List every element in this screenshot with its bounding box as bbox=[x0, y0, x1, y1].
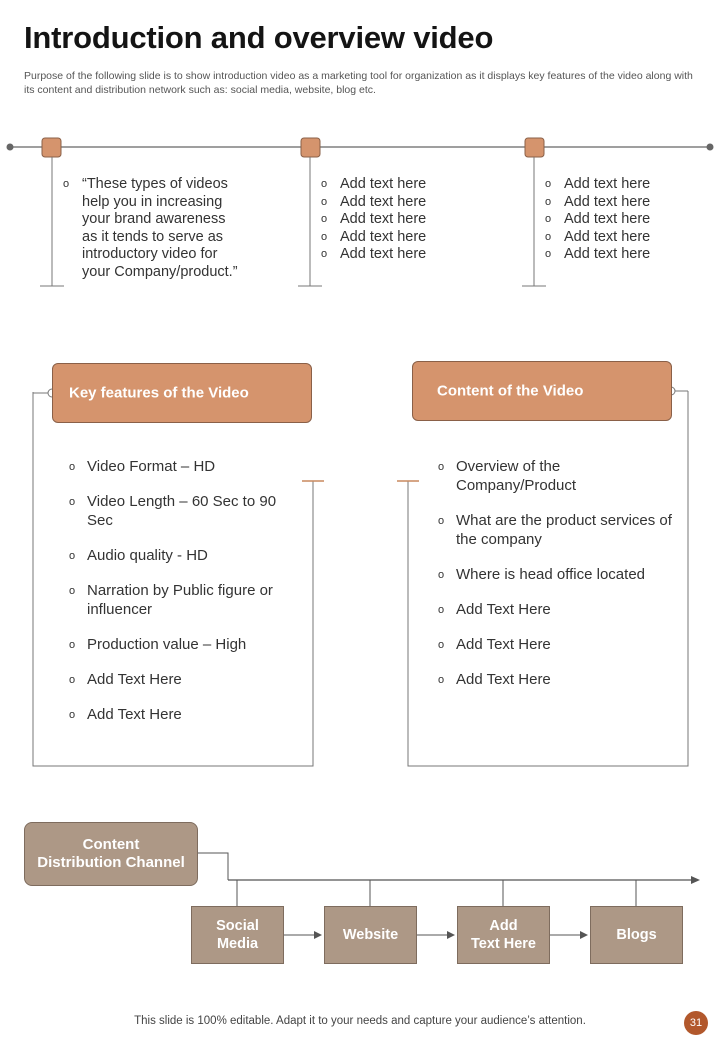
content-header: Content of the Video bbox=[412, 361, 672, 421]
list-item: o Add Text Here bbox=[438, 601, 551, 618]
list-item: o Add Text Here bbox=[69, 706, 182, 723]
list-item: o Production value – High bbox=[69, 636, 247, 653]
list-item-cont: your brand awareness bbox=[82, 211, 226, 228]
timeline-end-dot bbox=[707, 144, 714, 151]
timeline-marker-3 bbox=[525, 138, 544, 157]
list-item-cont: your Company/product.” bbox=[82, 263, 238, 280]
list-item: o Add text here bbox=[545, 211, 651, 228]
page-number-badge: 31 bbox=[684, 1011, 708, 1035]
list-item: o Video Length – 60 Sec to 90 Sec bbox=[69, 493, 277, 529]
channel-website: Website bbox=[324, 906, 417, 964]
list-item: o Add text here bbox=[321, 211, 427, 228]
key-features-header: Key features of the Video bbox=[52, 363, 312, 423]
list-item-cont: introductory video for bbox=[82, 246, 218, 263]
channel-add-text: Add Text Here bbox=[457, 906, 550, 964]
channel-blogs: Blogs bbox=[590, 906, 683, 964]
list-item: o Where is head office located bbox=[438, 566, 646, 583]
list-item: o Overview of the Company/Product bbox=[438, 458, 577, 494]
list-item-cont: as it tends to serve as bbox=[82, 228, 224, 245]
distribution-header: Content Distribution Channel bbox=[24, 822, 198, 886]
list-item: o Add Text Here bbox=[438, 671, 551, 688]
timeline-marker-1 bbox=[42, 138, 61, 157]
footer-note: This slide is 100% editable. Adapt it to your needs and capture your audience’s attention. bbox=[134, 1015, 586, 1027]
list-item: o Add text here bbox=[545, 246, 651, 263]
list-item: o Add text here bbox=[321, 176, 427, 192]
page-subtitle: Purpose of the following slide is to show introduction video as a marketing tool for organization as it displays key features of the video along with its content and distribution network such as: social media, website, blog etc. bbox=[24, 70, 693, 96]
timeline-column-2 bbox=[321, 176, 491, 264]
list-item: o Add text here bbox=[545, 228, 651, 245]
list-item-cont: help you in increasing bbox=[82, 193, 223, 210]
list-item: o What are the product services of the company bbox=[438, 512, 672, 548]
timeline-start-dot bbox=[7, 144, 14, 151]
list-item: o Add Text Here bbox=[438, 636, 551, 653]
channel-social-media: Social Media bbox=[191, 906, 284, 964]
list-item: o “These types of videos bbox=[63, 176, 228, 192]
list-item: o Add text here bbox=[321, 246, 427, 263]
list-item: o Add text here bbox=[321, 193, 427, 210]
timeline-column-1 bbox=[63, 176, 293, 282]
page-title: Introduction and overview video bbox=[24, 20, 494, 55]
content-list bbox=[438, 457, 678, 689]
list-item: o Narration by Public figure or influencer bbox=[69, 582, 273, 618]
timeline-column-3 bbox=[545, 176, 705, 264]
list-item: o Add text here bbox=[321, 228, 427, 245]
list-item: o Add text here bbox=[545, 193, 651, 210]
list-item: o Video Format – HD bbox=[69, 458, 216, 475]
list-item: o Audio quality - HD bbox=[69, 547, 208, 564]
list-item: o Add Text Here bbox=[69, 671, 182, 688]
timeline-marker-2 bbox=[301, 138, 320, 157]
list-item: o Add text here bbox=[545, 176, 651, 192]
key-features-list bbox=[69, 457, 294, 724]
